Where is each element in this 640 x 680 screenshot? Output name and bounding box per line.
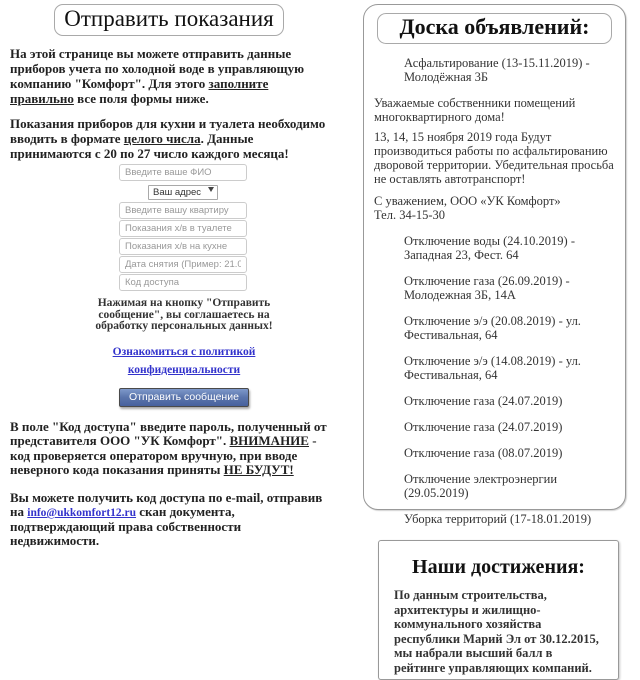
- fio-input[interactable]: [119, 164, 247, 181]
- board-title: [377, 13, 612, 44]
- privacy-policy-link[interactable]: Ознакомиться с политикой конфиденциальности: [112, 345, 256, 376]
- code-note-middle: - код проверяется оператором вручную, при вводе неверного кода показания приняты: [10, 433, 317, 477]
- board-item: Отключение воды (24.10.2019) - Западная 23, Фест. 64: [404, 234, 576, 262]
- readings-form: [119, 164, 247, 291]
- toilet-reading-input[interactable]: [119, 220, 247, 237]
- access-code-input[interactable]: [119, 274, 247, 291]
- board-notice-signature: С уважением, ООО «УК Комфорт»: [374, 194, 561, 208]
- intro2-underlined-text: целого числа: [123, 131, 201, 146]
- submit-button[interactable]: Отправить сообщение: [119, 388, 249, 407]
- intro1-underlined-text: заполните правильно: [10, 76, 269, 106]
- email-link[interactable]: info@ukkomfort12.ru: [27, 507, 137, 519]
- email-note-before: Вы можете получить код доступа по e-mail, отправив на: [10, 489, 323, 519]
- board-item: Отключение газа (24.07.2019): [404, 420, 563, 434]
- consent-text: Нажимая на кнопку "Отправить сообщение", вы соглашаетесь на обработку персональных данных!: [95, 297, 273, 332]
- board-item: Отключение газа (08.07.2019): [404, 446, 563, 460]
- intro2-text-after: . Данные принимаются с 20 по 27 число каждого месяца!: [10, 131, 289, 161]
- privacy-link-row: [84, 342, 284, 378]
- intro1-text-before: На этой странице вы можете отправить данные приборов учета по холодной воде в управляющую компанию "Комфорт". Для этого: [10, 46, 305, 91]
- bulletin-board-panel: [363, 4, 626, 526]
- intro2-text-before: Показания приборов для кухни и туалета необходимо вводить в формате: [10, 116, 326, 146]
- access-code-note: [10, 420, 332, 478]
- address-select[interactable]: [148, 185, 218, 200]
- send-readings-panel: [8, 4, 334, 549]
- reading-date-input[interactable]: [119, 256, 247, 273]
- code-note-warning-2: НЕ БУДУТ!: [223, 462, 294, 477]
- board-notice-phone: Тел. 34-15-30: [374, 208, 446, 222]
- apartment-input[interactable]: [119, 202, 247, 219]
- achievements-text: По данным строительства, архитектуры и жилищно-коммунального хозяйства республики Марий Эл от 30.12.2015, мы набрали высший балл в рейтинге управляющих компаний.: [394, 588, 599, 675]
- send-panel-title: [54, 4, 284, 36]
- board-item: Отключение газа (24.07.2019): [404, 394, 563, 408]
- kitchen-reading-input[interactable]: [119, 238, 247, 255]
- board-title-text: Доска объявлений:: [399, 14, 590, 39]
- board-notice-body: 13, 14, 15 ноября 2019 года Будут производиться работы по асфальтированию дворовой территории. Убедительная просьба не оставлять автотранспорт!: [374, 130, 614, 186]
- submit-button-row: [84, 387, 284, 407]
- send-panel-title-text: Отправить показания: [64, 6, 274, 31]
- intro-paragraph-2: [10, 116, 332, 161]
- board-item: Отключение э/э (14.08.2019) - ул. Фестивальная, 64: [404, 354, 581, 382]
- address-select-wrap: [148, 182, 218, 200]
- board-item: Уборка территорий (17-18.01.2019): [404, 512, 592, 526]
- board-item: Отключение газа (26.09.2019) - Молодежная 3Б, 14А: [404, 274, 570, 302]
- achievements-title: Наши достижения:: [412, 556, 585, 578]
- intro-paragraph-1: [10, 46, 332, 106]
- email-note: [10, 491, 332, 549]
- code-note-before: В поле "Код доступа" введите пароль, полученный от представителя ООО "УК Комфорт".: [10, 418, 327, 448]
- code-note-warning-1: ВНИМАНИЕ: [229, 433, 309, 448]
- email-note-after: скан документа, подтверждающий права собственности недвижимости.: [10, 504, 242, 548]
- achievements-panel: [378, 540, 619, 680]
- board-item: Отключение электроэнергии (29.05.2019): [404, 472, 558, 500]
- board-notice-greeting: Уважаемые собственники помещений многоквартирного дома!: [374, 96, 576, 124]
- intro1-text-after: все поля формы ниже.: [73, 91, 209, 106]
- board-item-asphalt: Асфальтирование (13-15.11.2019) - Молодёжная 3Б: [404, 56, 590, 84]
- board-item: Отключение э/э (20.08.2019) - ул. Фестивальная, 64: [404, 314, 581, 342]
